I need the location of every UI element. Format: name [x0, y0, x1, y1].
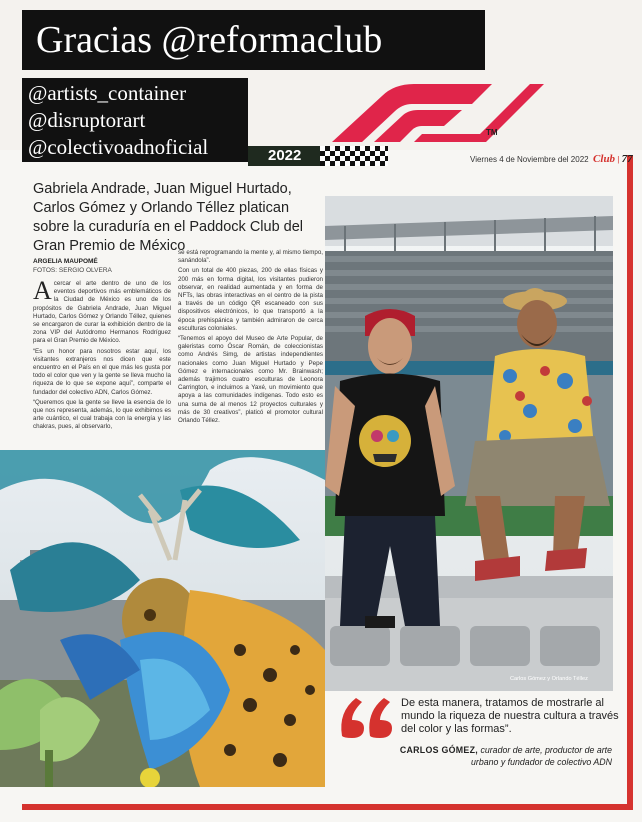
thanks-banner: Gracias @reformaclub [22, 10, 485, 70]
quote-icon [338, 692, 396, 738]
photo-caption: Carlos Gómez y Orlando Téllez [510, 676, 588, 682]
tag-link[interactable]: @colectivoadnoficial [28, 135, 209, 159]
article-column-1 [33, 276, 171, 434]
author-name: ARGELIA MAUPOMÉ [33, 258, 98, 265]
portrait-photo [325, 196, 613, 691]
tag-link[interactable]: @artists_container [28, 81, 187, 105]
photo-credit: FOTOS: SERGIO OLVERA [33, 267, 112, 274]
byline [33, 257, 112, 275]
paragraph: cercar el arte dentro de uno de los eventos deportivos más emblemáticos de la Ciudad de México es uno de los propósitos de Gabriela Andrade, Juan Miguel Hurtado, Carlos Gómez y Orlando Téllez, quienes se encargaron de curar la exhibición dentro de la zona VIP del Autódromo Hermanos Rodríguez para el Gran Premio de México. [33, 280, 171, 345]
year-strip: 2022 [248, 146, 388, 166]
paragraph: Con un total de 400 piezas, 200 de ellas físicas y 200 más en forma digital, los visitantes pudieron observar, en realidad aumentada y en forma de NFTs, las obras interactivas en el centro de la pista a través de un código QR escaneado con sus dispositivos electrónicos, lo que transportó a la época prehispánica y también admiraron de cerca esculturas coloniales. [178, 267, 323, 332]
masthead: Viernes 4 de Noviembre del 2022 Club | 77 [470, 153, 633, 165]
quote-author: CARLOS GÓMEZ, [399, 745, 478, 755]
issue-date: Viernes 4 de Noviembre del 2022 [470, 155, 589, 164]
f1-logo [322, 74, 544, 146]
tag-link[interactable]: @disruptorart [28, 108, 146, 132]
quote-attribution [370, 744, 612, 768]
pull-quote: De esta manera, tratamos de mostrarle al mundo la riqueza de nuestra cultura a través del color y las formas”. [401, 697, 619, 736]
checkered-flag-pattern [320, 146, 388, 166]
quote-author-role: curador de arte, productor de arte urbano y fundador de colectivo ADN [471, 745, 612, 767]
paragraph: “Tenemos el apoyo del Museo de Arte Popular, de galeristas como Óscar Román, de coleccionistas como Andrés Simg, de artistas independientes nacionales como Juan Miguel Hurtado y Pepe Gómez e internacionales como Mr. Brainwash; además trajimos cuatro esculturas de Leonora Carrington, e incluimos a Yaxé, un movimiento que apoya a las comunidades indígenas. Todo esto es una suma de al menos 12 proyectos culturales y más de 30 creativos”, platicó el promotor cultural Orlando Téllez. [178, 335, 323, 425]
paragraph: se está reprogramando la mente y, al mismo tiempo, sanándola”. [178, 249, 323, 265]
drop-cap: A [33, 276, 52, 305]
page-number: 77 [621, 153, 633, 165]
tags-box [22, 78, 248, 162]
section-name: Club [593, 153, 616, 165]
paragraph: “Queremos que la gente se lleve la esencia de lo que nos representa, además, lo que exhibimos es arte cuántico, el cual trabaja con la energía y las chakras, pues, al observarlo, [33, 398, 171, 431]
trademark-mark: TM [486, 128, 498, 137]
paragraph: “Es un honor para nosotros estar aquí, los visitantes extranjeros nos dicen que este encuentro en el País en el que más les gusta por todo el color que ven y la gente se lleva mucho la riqueza de lo que se expone aquí”, comparte el fundador del colectivo ADN, Carlos Gómez. [33, 347, 171, 396]
article-column-2 [178, 249, 323, 427]
article-headline: Gabriela Andrade, Juan Miguel Hurtado, Carlos Gómez y Orlando Téllez platican sobre la curaduría en el Paddock Club del Gran Premio de México [33, 181, 304, 254]
sculpture-photo [0, 450, 325, 787]
